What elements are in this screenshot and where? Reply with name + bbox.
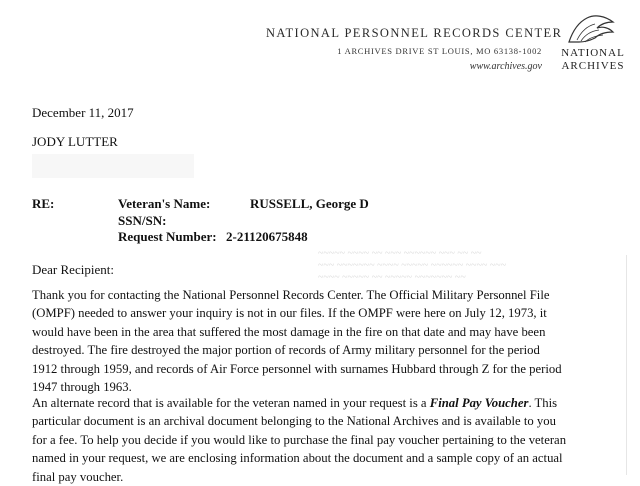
paragraph-1	[32, 286, 630, 396]
paragraph-1-line: destroyed. The fire destroyed the major portion of records of Army military personnel for the period	[32, 343, 540, 358]
bleed-through-text: ~~~ ~~~~~~~ ~~~~ ~~~~~ ~~~~~~ ~~~~ ~~~	[318, 260, 507, 271]
org-website: www.archives.gov	[469, 61, 542, 72]
paragraph-1-line: Thank you for contacting the National Personnel Records Center. The Official Military Personnel File	[32, 288, 550, 302]
paragraph-2-line	[32, 394, 630, 412]
request-number-label: Request Number:	[118, 229, 217, 244]
final-pay-voucher-emphasis: Final Pay Voucher	[429, 396, 529, 410]
bleed-through-text: ~~~~ ~~~~~ ~~ ~~~~~ ~~~~~~~ ~~	[318, 272, 466, 283]
bleed-through-text: ~~~~~ ~~~~ ~~ ~~~ ~~~~~~ ~~~ ~~ ~~	[318, 248, 482, 259]
paragraph-1-line: 1947 through 1963.	[32, 380, 132, 395]
recipient-name: JODY LUTTER	[32, 134, 118, 149]
paragraph-2-line: named in your request, we are enclosing information about the document and a sample copy of an actual	[32, 451, 563, 466]
ssn-label: SSN/SN:	[118, 213, 167, 228]
letter-date: December 11, 2017	[32, 105, 134, 120]
national-archives-logo	[548, 14, 638, 80]
eagle-icon	[565, 14, 617, 44]
org-address: 1 ARCHIVES DRIVE ST LOUIS, MO 63138-1002	[337, 46, 542, 56]
paragraph-1-line: (OMPF) needed to answer your inquiry is not in our files. If the OMPF were here on July 12, 1973, it	[32, 306, 547, 321]
paragraph-2-line: for a fee. To help you decide if you would like to purchase the final pay voucher pertaining to the veteran	[32, 432, 567, 447]
veteran-name-value: RUSSELL, George D	[250, 196, 369, 211]
salutation: Dear Recipient:	[32, 262, 114, 277]
paragraph-1-line: would have been in the area that suffered the most damage in the fire on that date and may have been	[32, 324, 546, 339]
paragraph-1-line: 1912 through 1959, and records of Air Force personnel with surnames Hubbard through Z for the period	[32, 361, 562, 376]
re-label: RE:	[32, 196, 55, 211]
request-number-value: 2-21120675848	[226, 229, 308, 244]
paragraph-2-line: particular document is an archival document belonging to the National Archives and is available to you	[32, 414, 556, 429]
paragraph-2-text: . This	[528, 396, 558, 410]
redacted-address	[32, 154, 194, 178]
scan-edge-line	[626, 255, 627, 475]
paragraph-2-line: final pay voucher.	[32, 469, 124, 484]
paragraph-2	[32, 394, 630, 486]
logo-text-line2: ARCHIVES	[561, 60, 625, 72]
org-name: NATIONAL PERSONNEL RECORDS CENTER	[266, 26, 563, 40]
letterhead	[0, 14, 640, 84]
veteran-name-label: Veteran's Name:	[118, 196, 211, 211]
logo-text-line1: NATIONAL	[561, 47, 625, 59]
paragraph-2-text: An alternate record that is available for the veteran named in your request is a	[32, 396, 430, 410]
